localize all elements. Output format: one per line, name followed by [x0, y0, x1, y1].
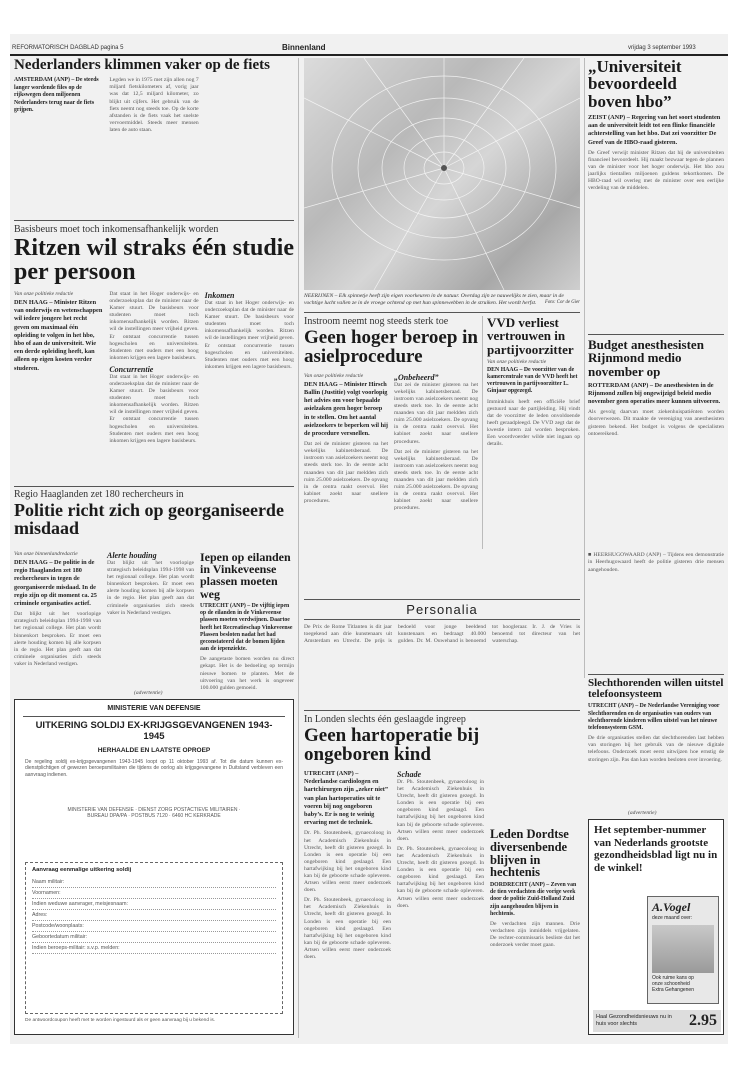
headline: Geen hartoperatie bij ongeboren kind [304, 725, 480, 766]
article-body: Dat zei de minister gisteren na het wekelijks kabinetsberaad. De instroom van asielzoekers neemt nog steeds sterk toe. In de eerste acht maanden van dit jaar meldden zich ruim 25.000 asielzoekers. De opvang in de centra raakt overvol. Het kabinet zoekt naar snellere procedures. [394, 381, 478, 445]
cover-line: Ook ruime kans op [652, 975, 694, 981]
gezondheidsnieuws-ad[interactable] [588, 819, 724, 1035]
form-field-firstnames[interactable]: Voornamen: [32, 888, 276, 899]
notice-subtitle: HERHAALDE EN LAATSTE OPROEP [97, 747, 211, 754]
article-politie [14, 489, 294, 691]
headline: Budget anesthesisten Rijnmond medio november op [588, 337, 704, 379]
article-body: De Greef verwijt minister Ritzen dat hij de universiteiten financieel bevoordeelt. Hij maakt bezwaar tegen de plannen van de minister voor het hoger onderwijs. Het hbo zou jaarlijks tientallen miljoenen guldens tekortkomen. De HBO-raad wil overleg met de minister over een eerlijke verdeling van de middelen. [588, 149, 724, 192]
header-date: vrijdag 3 september 1993 [628, 45, 696, 51]
article-universiteit [588, 58, 724, 290]
section-title: Binnenland [282, 43, 326, 52]
personalia-body: De Prix de Rome Titlanten is dit jaar toegekend aan drie kunstenaars uit Amsterdam en Utrecht. De prijs is bedoeld voor jonge beeldend kunstenaars en bedraagt 40.000 gulden. Dr. M. Ouwehand is benoemd tot hoogleraar. Ir. J. de Vries is benoemd tot directeur van het waterschap. [304, 624, 580, 645]
newspaper-page [10, 34, 728, 1044]
photo-credit: Foto: Cor de Gier [544, 299, 580, 305]
web-drawing [304, 58, 580, 290]
article-body: Dat blijkt uit het voorlopige strategisch beleidsplan 1994-1998 van het regionaal college. Het plan wordt binnenkort besproken. Er moet een alerte houding komen bij alle korpsen in de regio. Het plan geeft aan dat criminele organisaties zich steeds vaker in Nederland vestigen. [107, 560, 194, 616]
caption-text: NEERIJNEN – Elk spinnetje heeft zijn eigen voorkeuren in de natuur. Overdag zijn ze nauwelijks te zien, maar in de vochtige lucht vallen ze in de vroege ochtend op met hun spinnewebben in de struiken. Het wordt herfst. [304, 293, 564, 306]
article-lead: DEN HAAG – Minister Ritzen van onderwijs en wetenschappen wil iedere jongere het recht geven om maximaal één opleiding te volgen in het hbo, hbo of aan de universiteit. Wie een derde opleiding heeft, kan alleen op eigen kosten verder studeren. [14, 298, 103, 372]
article-body: De aangetaste bomen worden nu direct gekapt. Het is de bedoeling op termijn nieuwe bomen te planten. Met de uitvoering van het werk is ongeveer 100.000 gulden gemoeid. [200, 656, 294, 691]
form-field-birthdate[interactable]: Geboortedatum militair: [32, 932, 276, 943]
kicker: Basisbeurs moet toch inkomensafhankelijk worden [14, 224, 219, 235]
notice-address: MINISTERIE VAN DEFENSIE · DIENST ZORG POSTACTIEVE MILITAIREN · BUREAU DPA/PA · POSTBUS 7120 · 6460 HC KERKRADE [67, 807, 241, 820]
headline: Ritzen wil straks één studie per persoon [14, 235, 294, 286]
headline: „Universiteit bevoordeeld boven hbo” [588, 57, 682, 111]
article-body: Dr. Ph. Stoutenbeek, gynaecoloog in het Academisch Ziekenhuis in Utrecht, heeft dit gisteren gezegd. In Londen is een operatie bij een ongeboren kind geslaagd. Een hartafwijking bij het ongeboren kind kan bij de geboorte schade opleveren. Artsen willen eerst meer onderzoek doen. [304, 830, 391, 894]
article-body: Als gevolg daarvan moet ziekenhuispatiënten worden doorverwezen. Dit maakte de vereniging van anesthesisten gisteren bekend. Het budget is volgens de specialisten ontoereikend. [588, 409, 724, 437]
headline: Leden Dordtse diversenbende blijven in hechtenis [490, 827, 569, 880]
notice-footer: De antwoordcoupon heeft met te worden ingestuurd als er geen aanvraag bij u bekend is. [25, 1018, 216, 1023]
magazine-cover [647, 896, 719, 1004]
byline: Van onze politieke redactie [14, 290, 74, 297]
article-lead: DEN HAAG – De politie in de regio Haaglanden zet 180 rechercheurs in tegen de georganiseerde misdaad. In de regio zijn op dit moment ca. 25 criminele organisaties actief. [14, 559, 97, 608]
article-iepen [200, 551, 294, 690]
headline: Iepen op eilanden in Vinkeveense plassen moeten weg [200, 550, 291, 601]
article-lead: UTRECHT (ANP) – De vijftig iepen op de eilanden in de Vinkeveense plassen moeten verdwijnen. Daartoe heeft het Recreatieschap Vinkeveense Plassen besloten nadat het had geconstateerd dat de bomen lijden aan de iepenziekte. [200, 602, 293, 653]
cover-photo [652, 925, 714, 973]
headline: Nederlanders klimmen vaker op de fiets [14, 57, 270, 73]
article-hartoperatie [304, 714, 580, 961]
headline: VVD verliest vertrouwen in partijvoorzitter [487, 315, 574, 357]
article-body: Dat zei de minister gisteren na het wekelijks kabinetsberaad. De instroom van asielzoekers neemt nog steeds sterk toe. In de eerste acht maanden van dit jaar meldden zich ruim 25.000 asielzoekers. De opvang in de centra raakt overvol. Het kabinet zoekt naar snellere procedures. [394, 448, 478, 512]
notice-title: UITKERING SOLDIJ EX-KRIJGSGEVANGENEN 1943-1945 [35, 720, 273, 742]
form-field-maiden-name[interactable]: Indien weduwe aanvrager, meisjesnaam: [32, 899, 276, 910]
article-lead: DORDRECHT (ANP) – Zeven van de tien verdachten die vorige week door de politie Zuid-Holland Zuid zijn aangehouden blijven in hechtenis. [490, 882, 577, 917]
article-lead: ROTTERDAM (ANP) – De anesthesisten in de Rijnmond zullen bij ongewijzigd beleid medio november geen operaties meer kunnen uitvoeren. [588, 381, 721, 406]
article-body: Dat staat in het Hoger onderwijs- en onderzoeksplan dat de minister naar de Kamer stuurt. De basisbeurs voor studenten moet toch inkomensafhankelijk worden. Ritzen wil de instellingen meer vrijheid geven. Er ontstaat concurrentie tussen hogescholen en universiteiten. Studenten met ouders met een hoog inkomen krijgen een lagere basisbeurs. [109, 290, 199, 361]
news-brief: ■ HEERHUGOWAARD (ANP) – Tijdens een demonstratie in Heerhugowaard heeft de politie gisteren drie mensen aangehouden. [588, 552, 724, 573]
subheading: Alerte houding [107, 551, 157, 560]
kicker: In Londen slechts één geslaagde ingreep [304, 714, 466, 725]
ad-headline: Het september-nummer van Nederlands grootste gezondheidsblad ligt nu in de winkel! [594, 824, 718, 874]
notice-body: De regeling soldij ex-krijgsgevangenen 1943-1945 loopt op 11 oktober 1993 af. Tot die datum kunnen ex-dienstplichtigen of gewezen beroepsmilitairen die tijdens de oorlog als krijgsgevangene in Duitsland verbleven een aanvraag indienen. [25, 759, 283, 778]
cover-line: Extra Gehangenen [652, 987, 694, 993]
byline: Van onze politieke redactie [304, 372, 364, 379]
article-body: De drie organisaties stellen dat slechthorenden last hebben van storingen bij het gebruik van de nieuwe digitale telefoons. Onderzoek moet eerst uitwijzen hoe ernstig de storingen zijn. Pas dan kan worden besloten over invoering. [588, 735, 724, 763]
article-body: Dr. Ph. Stoutenbeek, gynaecoloog in het Academisch Ziekenhuis in Utrecht, heeft dit gisteren gezegd. In Londen is een operatie bij een ongeboren kind geslaagd. Een hartafwijking bij het ongeboren kind kan bij de geboorte schade opleveren. Artsen willen eerst meer onderzoek doen. [304, 897, 391, 961]
kicker: Regio Haaglanden zet 180 rechercheurs in [14, 489, 184, 500]
article-body: Imminkhuis heeft een officiële brief gestuurd naar de partijleiding. Hij vindt dat de voorzitter de leden onvoldoende heeft geraadpleegd. De VVD zegt dat de kwestie intern zal worden besproken. Een woordvoerder wilde niet ingaan op details. [487, 398, 580, 448]
coupon-form[interactable] [25, 862, 283, 1014]
article-lead: DEN HAAG – Minister Hirsch Ballin (Justitie) volgt voorlopig het advies om voor bepaalde asielzaken geen hoger beroep in te stellen. Om het aantal asielzoekers te beperken wil hij de procedure versnellen. [304, 380, 388, 437]
form-field-name[interactable]: Naam militair: [32, 877, 276, 888]
form-title: Aanvraag eenmalige uitkering soldij [32, 867, 132, 873]
article-lead: ZEIST (ANP) – Regering van het soort studenten aan de universiteit leidt tot een flinke financiële achterstelling van het hbo. Dat zei voorzitter De Greef van de HBO-raad gisteren. [588, 113, 721, 146]
article-body: Dr. Ph. Stoutenbeek, gynaecoloog in het Academisch Ziekenhuis in Utrecht, heeft dit gisteren gezegd. In Londen is een operatie bij een ongeboren kind geslaagd. Een hartafwijking bij het ongeboren kind kan bij de geboorte schade opleveren. Artsen willen eerst meer onderzoek doen. [397, 779, 484, 842]
article-anesthesisten [588, 338, 724, 622]
form-field-postcode[interactable]: Postcode/woonplaats: [32, 921, 276, 932]
subheading: Inkomen [204, 290, 235, 300]
ad-footer-bar [593, 1010, 721, 1032]
article-fietsers [14, 58, 294, 213]
article-body: Dat staat in het Hoger onderwijs- en onderzoeksplan dat de minister naar de Kamer stuurt. De basisbeurs voor studenten moet toch inkomensafhankelijk worden. Ritzen wil de instellingen meer vrijheid geven. Er ontstaat concurrentie tussen hogescholen en universiteiten. Studenten met ouders met een hoog inkomen krijgen een lagere basisbeurs. [204, 299, 294, 370]
article-vvd [482, 316, 580, 549]
byline: Van onze binnenlandredactie [14, 551, 78, 557]
photo-caption [304, 293, 580, 307]
subheading: Concurrentie [109, 364, 154, 374]
advertisement-label: (advertentie) [134, 690, 163, 696]
advertisement-label: (advertentie) [628, 810, 657, 816]
article-lead: UTRECHT (ANP) – De Nederlandse Vereniging voor Slechthorenden en de organisaties van ouders van slechthorende kinderen willen uitstel van het nieuwe telefoonsysteem GSM. [588, 703, 720, 732]
header-left: REFORMATORISCH DAGBLAD pagina 5 [12, 45, 124, 51]
magazine-brand: A.Vogel [652, 900, 691, 914]
subheading: Schade [397, 770, 421, 779]
headline: Slechthorenden willen uitstel telefoonsysteem [588, 677, 724, 701]
ad-price: 2.95 [689, 1012, 717, 1029]
form-field-career[interactable]: Indien beroeps-militair: s.v.p. melden: [32, 943, 276, 954]
byline: Van onze politieke redactie [487, 358, 547, 365]
article-lead: UTRECHT (ANP) – Nederlandse cardiologen en hartchirurgen zijn „zeker niet” van plan hartoperaties uit te voeren bij nog ongeboren baby’s. Er is nog te weinig ervaring met de techniek. [304, 770, 388, 827]
notice-org: MINISTERIE VAN DEFENSIE [107, 705, 201, 712]
spider-web-photo [304, 58, 580, 290]
article-lead: DEN HAAG – De voorzitter van de kamercentrale van de VVD heeft het vertrouwen in partijvoorzitter L. Ginjaar opgezegd. [487, 366, 578, 395]
headline: Politie richt zich op georganiseerde misdaad [14, 500, 284, 539]
personalia-label: Personalia [304, 599, 580, 620]
magazine-sub: deze maand over: [652, 915, 693, 921]
headline: Geen hoger beroep in asielprocedure [304, 327, 478, 368]
article-body: De verdachten zijn mannen. Drie verdachten zijn inmiddels vrijgelaten. De rechter-commissaris besliste dat het onderzoek verder moet gaan. [490, 921, 580, 949]
article-ritzen [14, 224, 294, 475]
kicker: Instroom neemt nog steeds sterk toe [304, 316, 449, 327]
article-slechthorenden [588, 678, 724, 787]
ad-footer: Haal Gezondheidsnieuws nu in huis voor slechts [596, 1014, 672, 1027]
subheading: „Onbeheerd” [394, 372, 439, 382]
personalia [304, 599, 580, 710]
article-body: Dat blijkt uit het voorlopige strategisch beleidsplan 1994-1998 van het regionaal college. Het plan wordt binnenkort besproken. Er moet een alerte houding komen bij alle korpsen in de regio. Het plan geeft aan dat criminele organisaties zich steeds vaker in Nederland vestigen. [14, 611, 101, 667]
article-body: Legden we in 1975 met zijn allen nog 7 miljard fietskilometers af, vorig jaar was dat 12,5 miljard kilometer, zo blijkt uit cijfers. Het gebruik van de fiets neemt nog steeds toe. Op de korte afstanden is de fiets vaak het snelste vervoermiddel. Steeds meer mensen laten de auto staan. [109, 77, 199, 133]
article-body: Dat staat in het Hoger onderwijs- en onderzoeksplan dat de minister naar de Kamer stuurt. De basisbeurs voor studenten moet toch inkomensafhankelijk worden. Ritzen wil de instellingen meer vrijheid geven. Er ontstaat concurrentie tussen hogescholen en universiteiten. Studenten met ouders met een hoog inkomen krijgen een lagere basisbeurs. [109, 373, 199, 444]
article-lead: AMSTERDAM (ANP) – De steeds langer wordende files op de rijkswegen doen miljoenen Nederlanders terug naar de fiets grijpen. [14, 77, 99, 113]
cover-line: onze schoonheid [652, 981, 690, 987]
article-body: Dat zei de minister gisteren na het wekelijks kabinetsberaad. De instroom van asielzoekers neemt nog steeds sterk toe. In de eerste acht maanden van dit jaar meldden zich ruim 25.000 asielzoekers. De opvang in de centra raakt overvol. Het kabinet zoekt naar snellere procedures. [304, 441, 388, 504]
article-body: Dr. Ph. Stoutenbeek, gynaecoloog in het Academisch Ziekenhuis in Utrecht, heeft dit gisteren gezegd. In Londen is een operatie bij een ongeboren kind geslaagd. Een hartafwijking bij het ongeboren kind kan bij de geboorte schade opleveren. Artsen willen eerst meer onderzoek doen. [397, 845, 484, 909]
defensie-notice [14, 699, 294, 1035]
article-dordtse-bende [490, 828, 580, 1017]
form-field-address[interactable]: Adres: [32, 910, 276, 921]
